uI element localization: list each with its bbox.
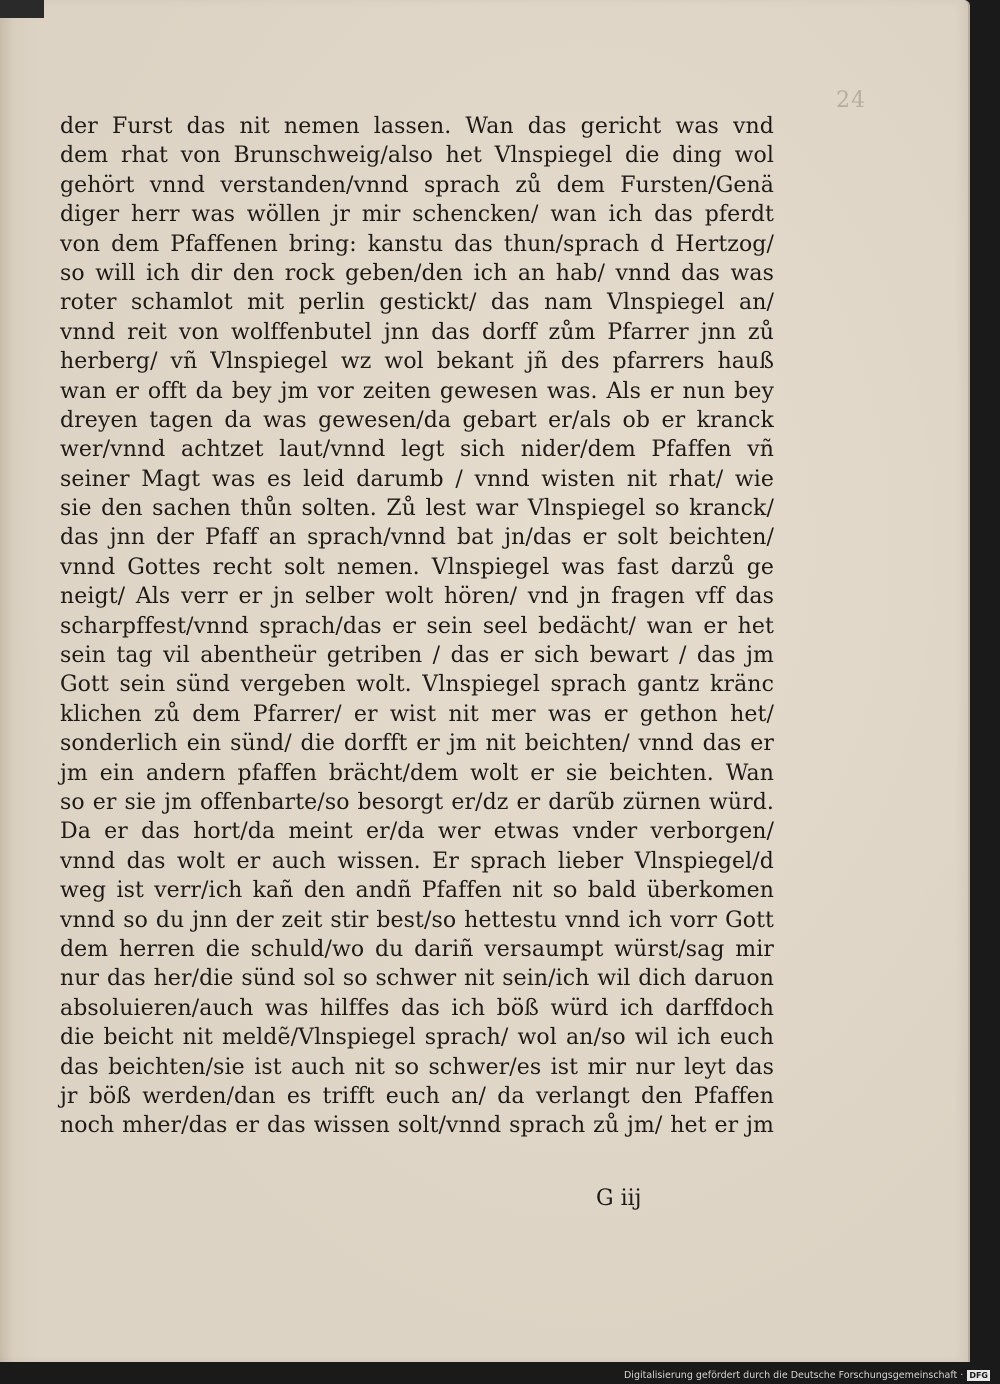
text-line: sein tag vil abentheür getriben / das er sich bewart / das jm: [60, 643, 774, 669]
footer-credit: [624, 1368, 990, 1382]
page-mark: 24: [836, 88, 866, 113]
text-line: vnnd reit von wolffenbutel jnn das dorff zům Pfarrer jnn zů: [60, 319, 774, 345]
text-line: gehört vnnd verstanden/vnnd sprach zů dem Fursten/Genä: [60, 172, 774, 198]
corner-tab: [0, 0, 44, 18]
text-line: sonderlich ein sünd/ die dorfft er jm nit beichten/ vnnd das er: [60, 731, 774, 757]
footer-credit-text: Digitalisierung gefördert durch die Deutsche Forschungsgemeinschaft ·: [623, 1369, 964, 1381]
text-line: das jnn der Pfaff an sprach/vnnd bat jn/das er solt beichten/: [60, 525, 774, 551]
text-line: roter schamlot mit perlin gestickt/ das nam Vlnspiegel an/: [60, 290, 774, 316]
signature-mark: G iij: [596, 1186, 642, 1211]
text-line: so er sie jm offenbarte/so besorgt er/dz er darũb zürnen würd.: [60, 789, 774, 815]
text-line: neigt/ Als verr er jn selber wolt hören/ vnd jn fragen vff das: [60, 584, 774, 610]
text-line: wer/vnnd achtzet laut/vnnd legt sich nider/dem Pfaffen vñ: [60, 437, 774, 463]
text-block: [60, 112, 774, 1141]
text-line: nur das her/die sünd sol so schwer nit sein/ich wil dich daruon: [60, 966, 774, 992]
text-line: vnnd so du jnn der zeit stir best/so hettestu vnnd ich vorr Gott: [60, 907, 774, 933]
text-line: seiner Magt was es leid darumb / vnnd wisten nit rhat/ wie: [60, 466, 774, 492]
text-line: scharpffest/vnnd sprach/das er sein seel bedächt/ wan er het: [60, 613, 774, 639]
text-line: dem herren die schuld/wo du dariñ versaumpt würst/sag mir: [60, 936, 774, 962]
text-line: jm ein andern pfaffen brächt/dem wolt er sie beichten. Wan: [60, 760, 774, 786]
text-line: dem rhat von Brunschweig/also het Vlnspiegel die ding wol: [60, 143, 774, 169]
text-line: noch mher/das er das wissen solt/vnnd sprach zů jm/ het er jm: [60, 1113, 774, 1139]
text-line: sie den sachen thůn solten. Zů lest war Vlnspiegel so kranck/: [60, 496, 774, 522]
text-line: vnnd das wolt er auch wissen. Er sprach lieber Vlnspiegel/d: [60, 848, 774, 874]
text-line: vnnd Gottes recht solt nemen. Vlnspiegel was fast darzů ge: [60, 554, 774, 580]
text-line: von dem Pfaffenen bring: kanstu das thun/sprach d Hertzog/: [60, 231, 774, 257]
text-line: diger herr was wöllen jr mir schencken/ wan ich das pferdt: [60, 202, 774, 228]
dfg-logo: DFG: [969, 1370, 988, 1380]
text-line: jr böß werden/dan es trifft euch an/ da verlangt den Pfaffen: [60, 1083, 774, 1109]
text-line: Da er das hort/da meint er/da wer etwas vnder verborgen/: [60, 819, 774, 845]
text-line: klichen zů dem Pfarrer/ er wist nit mer was er gethon het/: [60, 701, 774, 727]
text-line: weg ist verr/ich kañ den andñ Pfaffen nit so bald überkomen: [60, 878, 774, 904]
text-line: dreyen tagen da was gewesen/da gebart er/als ob er kranck: [60, 407, 774, 433]
text-line: die beicht nit meldẽ/Vlnspiegel sprach/ wol an/so wil ich euch: [60, 1025, 774, 1051]
text-line: so will ich dir den rock geben/den ich an hab/ vnnd das was: [60, 260, 774, 286]
text-line: das beichten/sie ist auch nit so schwer/es ist mir nur leyt das: [60, 1054, 774, 1080]
text-line: wan er offt da bey jm vor zeiten gewesen was. Als er nun bey: [60, 378, 774, 404]
text-line: Gott sein sünd vergeben wolt. Vlnspiegel sprach gantz kränc: [60, 672, 774, 698]
text-line: herberg/ vñ Vlnspiegel wz wol bekant jñ des pfarrers hauß: [60, 349, 774, 375]
text-line: absoluieren/auch was hilffes das ich böß würd ich darffdoch: [60, 995, 774, 1021]
text-line: der Furst das nit nemen lassen. Wan das gericht was vnd: [60, 114, 774, 139]
